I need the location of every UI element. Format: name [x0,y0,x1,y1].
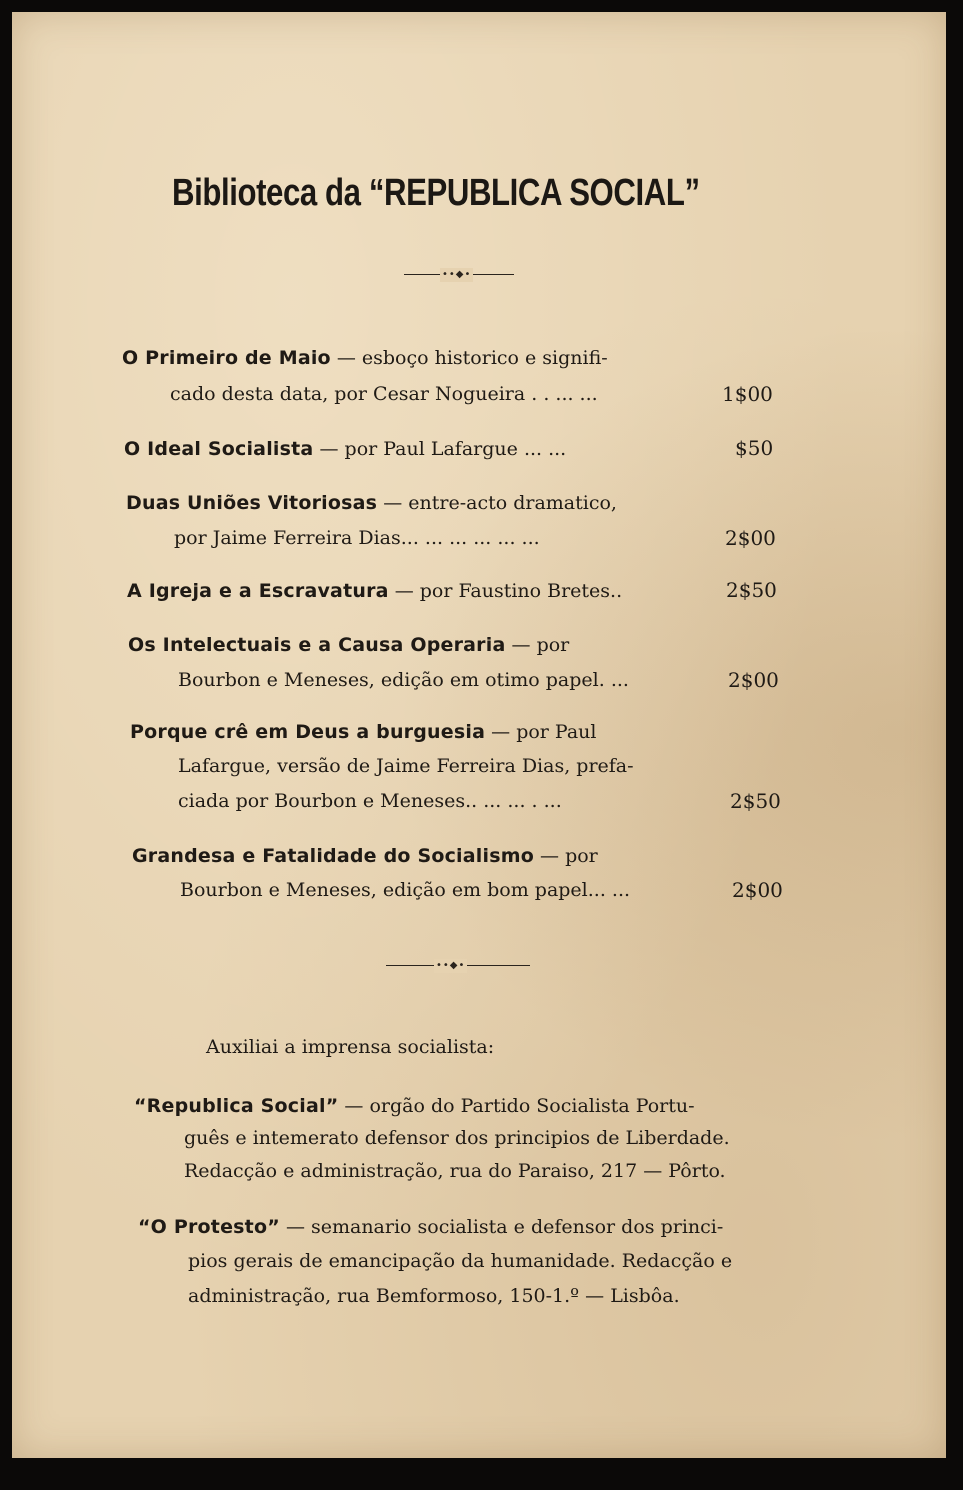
entry-heading: A Igreja e a Escravatura [127,580,389,602]
entry-heading: O Primeiro de Maio [122,347,331,369]
entry-price: 1$00 [722,382,773,406]
page-title: Biblioteca da “REPUBLICA SOCIAL” [172,172,700,214]
entry-text: — esboço historico e signifi- [330,347,608,369]
entry-price: 2$00 [728,668,779,692]
entry-text: Lafargue, versão de Jaime Ferreira Dias, prefa- [178,755,634,777]
entry-text: — por Paul Lafargue ... ... [313,438,567,460]
entry-price: 2$50 [726,578,777,602]
entry-text: Bourbon e Meneses, edição em bom papel... ... [180,879,631,901]
entry-text: — por [505,634,570,656]
top-ornament-divider: ••◆• [404,268,514,282]
entry-heading: Duas Uniões Vitoriosas [126,492,378,514]
entry-heading: Os Intelectuais e a Causa Operaria [128,634,506,656]
entry-price: $50 [735,436,774,460]
newspaper-text: Redacção e administração, rua do Paraiso, 217 — Pôrto. [184,1160,726,1182]
entry-text: — por Paul [485,721,597,743]
newspaper-text: administração, rua Bemformoso, 150-1.º — Lisbôa. [188,1285,680,1307]
entry-price: 2$00 [732,878,783,902]
newspaper-text: pios gerais de emancipação da humanidade. Redacção e [188,1250,733,1272]
newspaper-text: guês e intemerato defensor dos principios de Liberdade. [184,1127,730,1149]
entry-text: por Jaime Ferreira Dias... ... ... ... ... ... [174,527,540,549]
entry-text: — entre-acto dramatico, [377,492,617,514]
middle-ornament-divider: ••◆• [386,959,530,973]
support-intro: Auxiliai a imprensa socialista: [206,1036,495,1058]
newspaper-heading: “O Protesto” [138,1216,280,1238]
entry-text: cado desta data, por Cesar Nogueira . . ... ... [170,383,598,405]
entry-text: — por [533,845,598,867]
book-back-cover [12,12,946,1458]
entry-price: 2$00 [725,526,776,550]
entry-heading: Grandesa e Fatalidade do Socialismo [132,845,534,867]
entry-price: 2$50 [730,789,781,813]
entry-text: ciada por Bourbon e Meneses.. ... ... . ... [178,790,562,812]
entry-text: — por Faustino Bretes.. [388,580,623,602]
entry-text: Bourbon e Meneses, edição em otimo papel. ... [178,669,629,691]
newspaper-text: — orgão do Partido Socialista Portu- [338,1095,695,1117]
entry-heading: O Ideal Socialista [124,438,314,460]
newspaper-text: — semanario socialista e defensor dos princi- [279,1216,724,1238]
newspaper-heading: “Republica Social” [134,1095,339,1117]
entry-heading: Porque crê em Deus a burguesia [130,721,486,743]
